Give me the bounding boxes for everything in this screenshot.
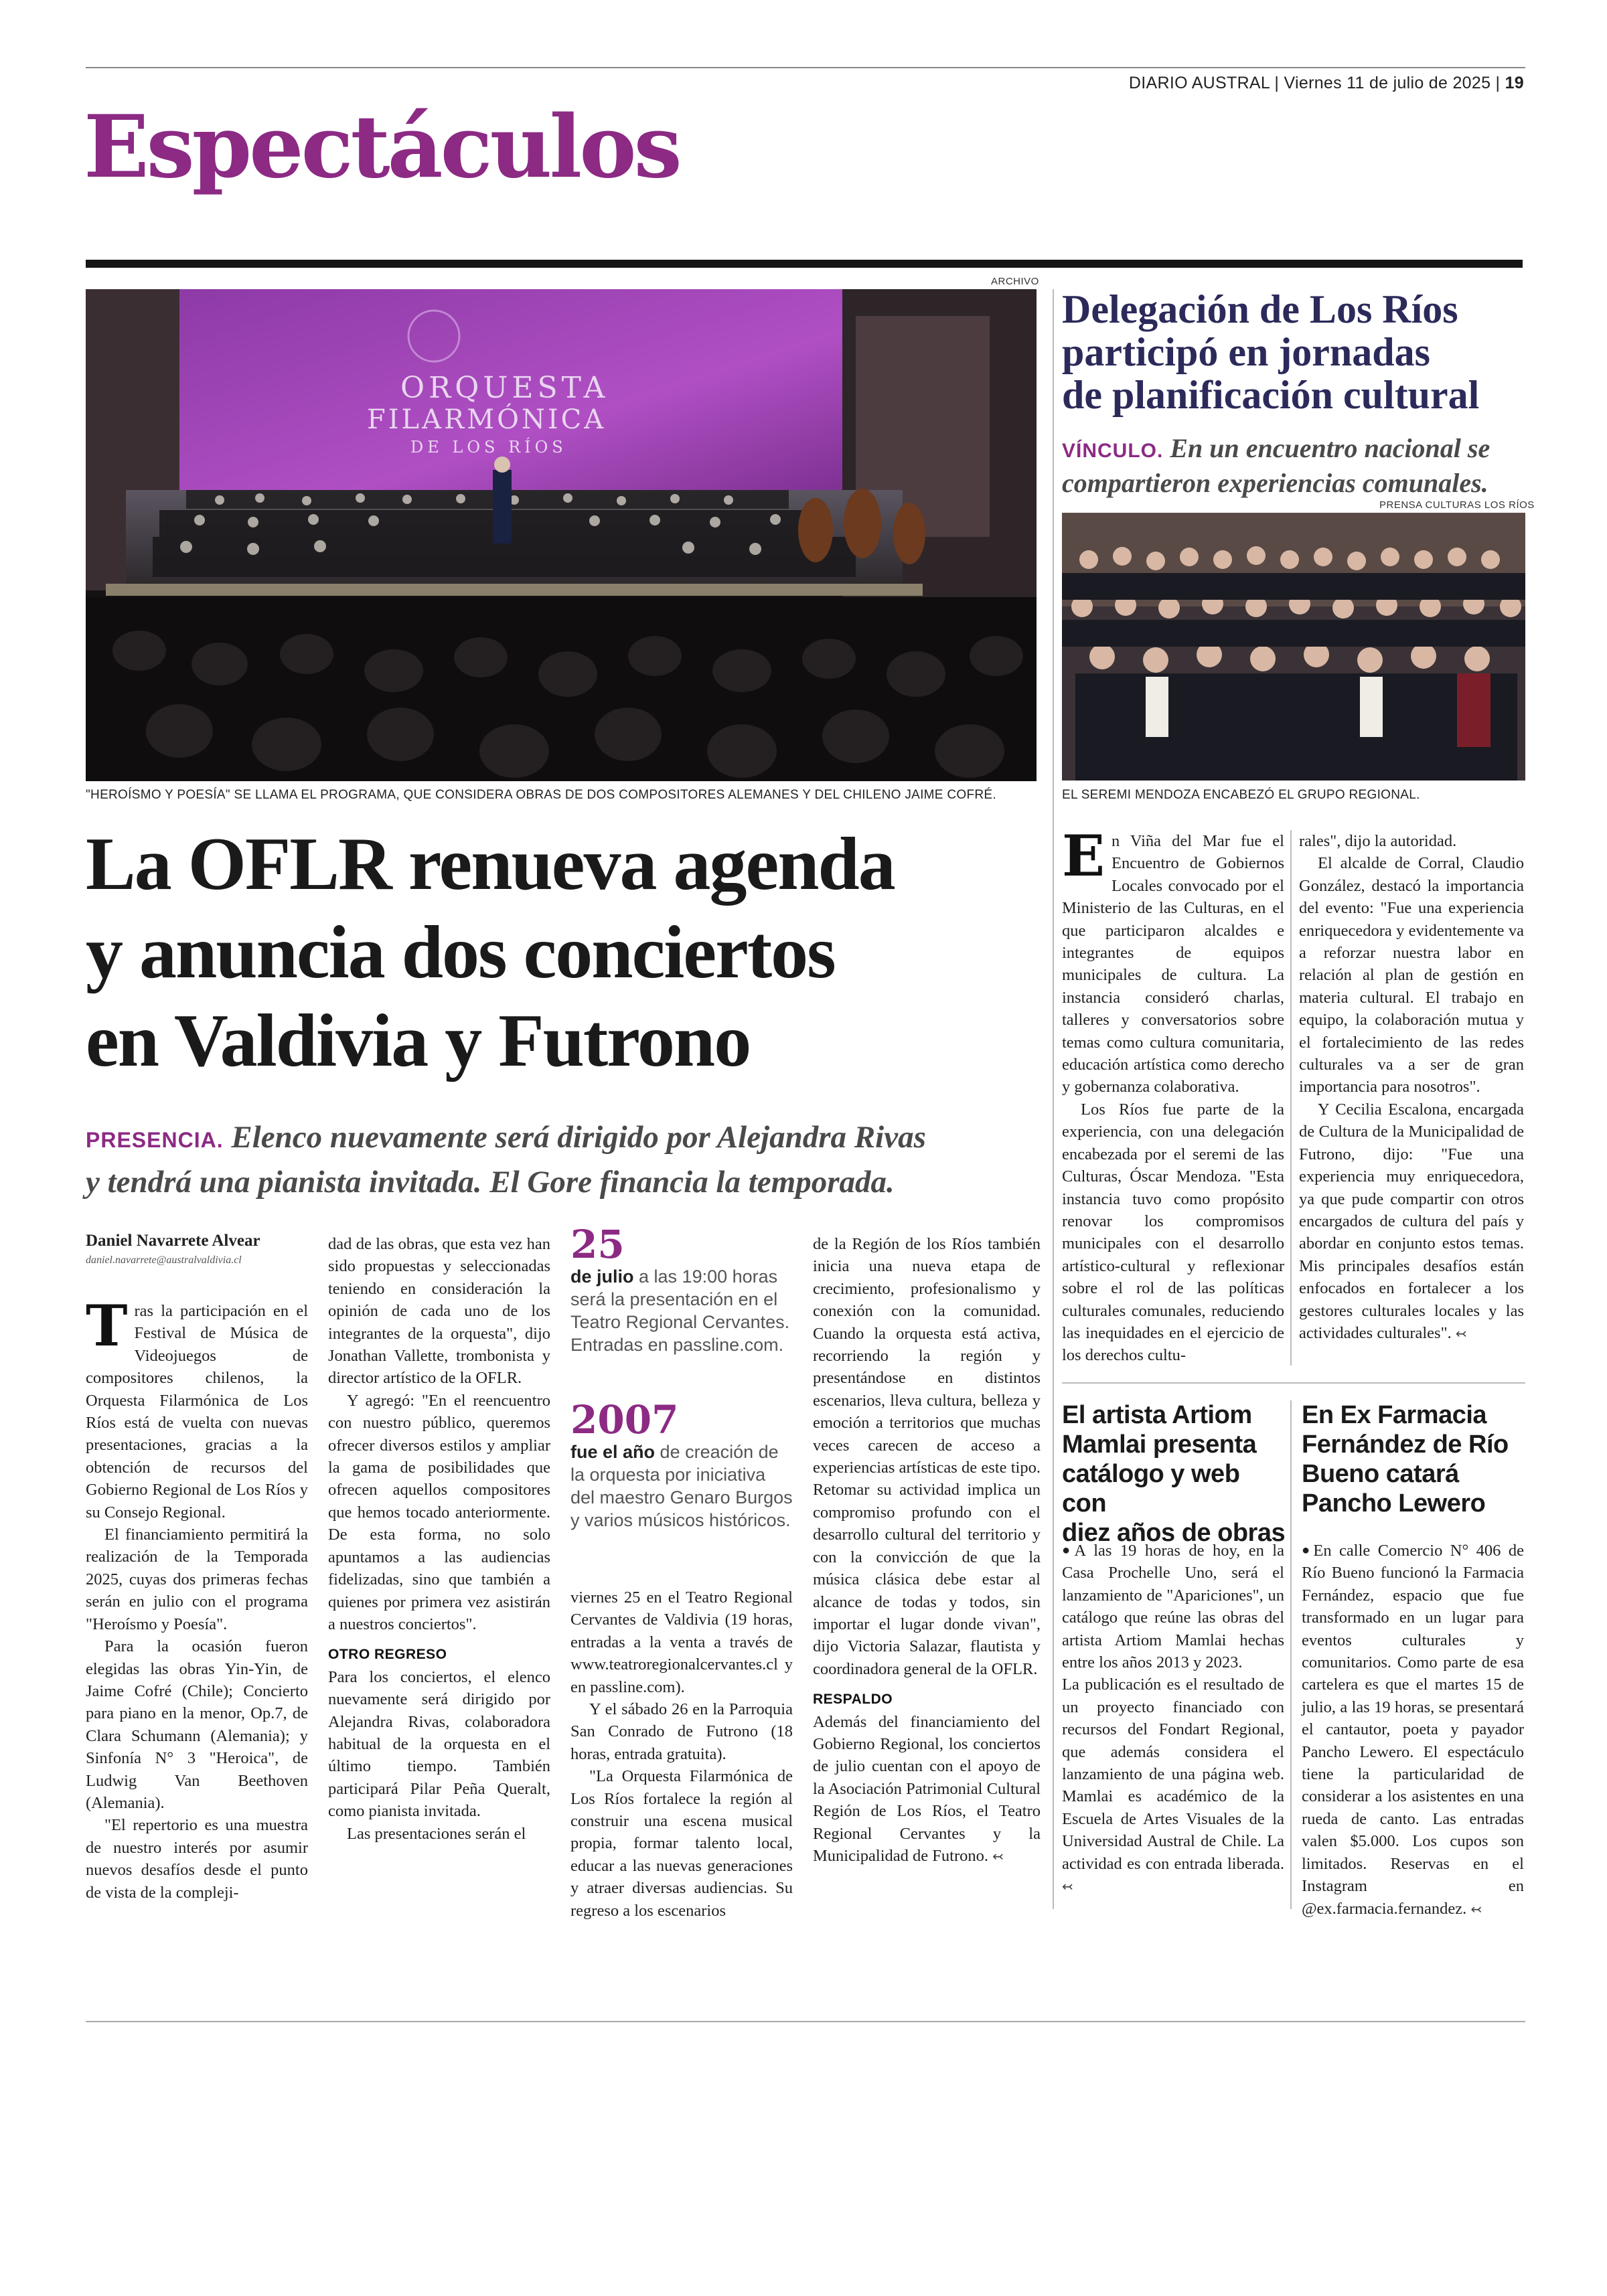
- side-col1-p2: Los Ríos fue parte de la experiencia, con una delegación encabezada por el seremi de las Culturas, Óscar Mendoza. "Esta instancia tuvo como propósito renovar los compromisos municipales con el desarrollo artístico-cultural y reflexionar sobre el rol de las políticas culturales comunales, reduciendo las inequidades en el ejercicio de los derechos cultu-: [1062, 1100, 1284, 1365]
- main-kicker: PRESENCIA.: [86, 1128, 224, 1152]
- end-of-article-icon: ↢: [1470, 1900, 1482, 1917]
- main-col2-p2: Y agregó: "En el reencuentro con nuestro público, queremos ofrecer diversos estilos y ampliar la gama de posibilidades que ofrecen aquellos compositores que hemos tocado anteriormente. De esta forma, no solo apuntamos a las audiencias fidelizadas, sino que también a quienes por primera vez asistirán a nuestros conciertos".: [328, 1391, 550, 1633]
- side-photo-caption: EL SEREMI MENDOZA ENCABEZÓ EL GRUPO REGIONAL.: [1062, 788, 1420, 802]
- brief-1-text: A las 19 horas de hoy, en la Casa Prochelle Uno, será el lanzamiento de "Apariciones", un catálogo que reúne las obras del artista Artiom Mamlai hechas entre los años 2013 y 2023.: [1062, 1542, 1284, 1672]
- brief-1-headline-line-4: diez años de obras: [1062, 1519, 1286, 1547]
- page-number: 19: [1505, 74, 1524, 92]
- side-headline: [1062, 288, 1531, 416]
- main-column-4: [813, 1233, 1041, 1868]
- top-rule: [86, 67, 1525, 68]
- group-photo-image: [1062, 513, 1525, 781]
- main-column-3: [570, 1586, 793, 1922]
- side-col2-p2: El alcalde de Corral, Claudio González, destacó la importancia del evento: "Fue una experiencia enriquecedora y evidentemente va a reforzar nuestra labor en relación al plan de gestión en materia cultural. El trabajo en equipo, la colaboración mutua y el fortalecimiento de las redes culturales va a ser de gran importancia para nosotros".: [1299, 854, 1524, 1096]
- main-col1-p1: ras la participación en el Festival de Música de Videojuegos de compositores chilenos, la Orquesta Filarmónica de Los Ríos está de vuelta con nuevas presentaciones, gracias a la obtención de recursos del Gobierno Regional de Los Ríos y su Consejo Regional.: [86, 1302, 308, 1522]
- brief-1-headline-line-2: Mamlai presenta: [1062, 1430, 1257, 1459]
- banner-text-3: DE LOS RÍOS: [410, 438, 567, 457]
- main-col1-p3: Para la ocasión fueron elegidas las obras Yin-Yin, de Jaime Cofré (Chile); Concierto para piano en la menor, Op.7, de Clara Schumann (Alemania); y Sinfonía N° 3 "Heroica", de Ludwig Van Beethoven (Alemania).: [86, 1637, 308, 1812]
- fact-box-1: [570, 1224, 793, 1356]
- end-of-article-icon: ↢: [1062, 1878, 1073, 1895]
- main-col3-p3: "La Orquesta Filarmónica de Los Ríos fortalece la región al construir una escena musical propia, formar talento local, educar a las nuevas generaciones y atraer diversas audiencias. Su regreso a los escenarios: [570, 1767, 793, 1920]
- bullet-icon: ●: [1062, 1543, 1075, 1558]
- main-headline-line-2: y anuncia dos conciertos: [86, 911, 835, 994]
- main-column-2: [328, 1233, 550, 1845]
- brief-2-text: En calle Comercio N° 406 de Río Bueno funcionó la Farmacia Fernández, espacio que fue transformado en un lugar para eventos culturales y comunitarios. Como parte de esa cartelera es que el martes 15 de julio, a las 19 horas, se presentará el cantautor, poeta y payador Pancho Lewero. El espectáculo tiene la particularidad de considerar a los asistentes en una rueda de canto. Las entradas valen $5.000. Los cupos son limitados. Reservas en el Instagram en @ex.farmacia.fernandez.: [1302, 1542, 1524, 1918]
- main-headline-line-3: en Valdivia y Futrono: [86, 999, 751, 1082]
- brief-2-headline-line-4: Pancho Lewero: [1302, 1489, 1486, 1518]
- main-col2-p1: dad de las obras, que esta vez han sido propuestas y seleccionadas teniendo en consideración la opinión de cada uno de los integrantes de la orquesta", dijo Jonathan Vallette, trombonista y director artístico de la OFLR.: [328, 1235, 550, 1388]
- banner-text-1: ORQUESTA: [400, 371, 609, 405]
- publication-name: DIARIO AUSTRAL: [1128, 74, 1270, 92]
- brief-1-text-2: La publicación es el resultado de un proyecto financiado con recursos del Fondart Regional, que además considera el lanzamiento de una página web. Mamlai es académico de la Escuela de Artes Visuales de la Universidad Austral de Chile. La actividad es con entrada liberada.: [1062, 1675, 1284, 1873]
- side-column-2: [1299, 830, 1524, 1345]
- side-photo-credit: PRENSA CULTURAS LOS RÍOS: [1379, 499, 1535, 511]
- brief-2-headline: [1302, 1400, 1527, 1518]
- main-column-1: [86, 1293, 308, 1904]
- fact-box-2: [570, 1399, 793, 1532]
- main-col1-p4: "El repertorio es una muestra de nuestro interés por asumir nuevos desafíos desde el punto de vista de la compleji-: [86, 1816, 308, 1902]
- main-deck-line-2: y tendrá una pianista invitada. El Gore financia la temporada.: [86, 1165, 895, 1200]
- main-subhead-respaldo: RESPALDO: [813, 1692, 893, 1708]
- section-rule: [86, 260, 1523, 268]
- main-deck: [86, 1117, 1050, 1204]
- main-photo-caption: "HEROÍSMO Y POESÍA" SE LLAMA EL PROGRAMA, QUE CONSIDERA OBRAS DE DOS COMPOSITORES ALEMANES Y DEL CHILENO JAIME COFRÉ.: [86, 788, 996, 802]
- main-dropcap: T: [86, 1293, 128, 1359]
- side-headline-line-2: participó en jornadas: [1062, 330, 1431, 374]
- side-column-1: [1062, 823, 1284, 1367]
- main-col2-p3: Para los conciertos, el elenco nuevamente será dirigido por Alejandra Rivas, colaboradora habitual de la orquesta en el último tiempo. También participará Pilar Peña Queralt, como pianista invitada.: [328, 1667, 550, 1821]
- brief-1-headline: [1062, 1400, 1290, 1548]
- fact-2-bold: fue el año: [570, 1442, 656, 1462]
- briefs-divider: [1062, 1382, 1525, 1384]
- main-col4-p2: Además del financiamiento del Gobierno Regional, los conciertos de julio cuentan con el apoyo de la Asociación Patrimonial Cultural Región de Los Ríos, el Teatro Regional Cervantes y la Municipalidad de Futrono.: [813, 1712, 1041, 1865]
- main-col1-p2: El financiamiento permitirá la realización de la Temporada 2025, cuyas dos primeras fechas serán en julio con el programa "Heroísmo y Poesía".: [86, 1526, 308, 1633]
- end-of-article-icon: ↢: [992, 1848, 1004, 1864]
- fact-number-2007: 2007: [570, 1397, 679, 1443]
- end-of-article-icon: ↢: [1455, 1325, 1467, 1341]
- main-col3-p2: Y el sábado 26 en la Parroquia San Conrado de Futrono (18 horas, entrada gratuita).: [570, 1700, 793, 1763]
- side-dropcap: E: [1062, 823, 1105, 889]
- brief-1-headline-line-1: El artista Artiom: [1062, 1401, 1252, 1429]
- main-subhead-otro-regreso: OTRO REGRESO: [328, 1647, 447, 1663]
- main-photo-credit: ARCHIVO: [991, 276, 1039, 287]
- fact-1-bold: de julio: [570, 1266, 634, 1287]
- orchestra-photo-image: [86, 289, 1037, 781]
- main-headline-line-1: La OFLR renueva agenda: [86, 823, 895, 906]
- main-col4-p1: de la Región de los Ríos también inicia una nueva etapa de crecimiento, profesionalismo y conexión con la comunidad. Cuando la orquesta está activa, recorriendo la región y presentándose en distintos escenarios, lleva cultura, belleza y emoción a territorios que muchas veces carecen de acceso a experiencias artísticas de este tipo. Retomar su actividad implica un compromiso profundo con el desarrollo cultural del territorio y con la convicción de que la música clásica debe estar al alcance de todas y todos, sin importar el lugar donde vivan", dijo Victoria Salazar, flautista y coordinadora general de la OFLR.: [813, 1235, 1041, 1678]
- fact-1-text: a las 19:00 horas será la presentación en el Teatro Regional Cervantes. Entradas en passline.com.: [570, 1266, 790, 1355]
- bullet-icon: ●: [1302, 1543, 1314, 1558]
- fact-number-25: 25: [570, 1222, 625, 1267]
- byline-author: Daniel Navarrete Alvear: [86, 1232, 260, 1250]
- byline-email: daniel.navarrete@australvaldivia.cl: [86, 1254, 242, 1266]
- column-divider: [1053, 289, 1054, 1909]
- brief-2-headline-line-3: Bueno catará: [1302, 1460, 1459, 1488]
- briefs-column-divider: [1290, 1400, 1292, 1909]
- main-photo: [86, 289, 1037, 781]
- side-column-divider: [1290, 830, 1292, 1366]
- brief-2-headline-line-2: Fernández de Río: [1302, 1430, 1509, 1459]
- side-kicker: VÍNCULO.: [1062, 440, 1164, 462]
- byline: [86, 1232, 308, 1266]
- side-col2-p3: Y Cecilia Escalona, encargada de Cultura de la Municipalidad de Futrono, dijo: "Fue una experiencia muy enriquecedora, ya que pude compartir con otros encargados de cultura del país y abordar en conjunto estos temas. Mis principales desafíos están enfocados en fortalecer a los gestores culturales locales y las actividades culturales".: [1299, 1100, 1524, 1342]
- main-headline: [86, 820, 1050, 1085]
- side-col1-p1: n Viña del Mar fue el Encuentro de Gobiernos Locales convocado por el Ministerio de las Culturas, en el que participaron alcaldes e integrantes de equipos municipales de cultura. La instancia consideró charlas, talleres y conversatorios sobre temas como cultura comunitaria, educación artística como derecho y gobernanza colaborativa.: [1062, 832, 1284, 1096]
- brief-1-headline-line-3: catálogo y web con: [1062, 1460, 1240, 1518]
- folio: DIARIO AUSTRAL | Viernes 11 de julio de 2025 | 19: [1128, 74, 1524, 92]
- side-deck: [1062, 432, 1531, 499]
- side-headline-line-1: Delegación de Los Ríos: [1062, 287, 1458, 331]
- side-deck-line-2: compartieron experiencias comunales.: [1062, 468, 1488, 498]
- main-deck-line-1: Elenco nuevamente será dirigido por Alejandra Rivas: [231, 1120, 926, 1155]
- side-photo: [1062, 513, 1525, 781]
- bottom-rule: [86, 2021, 1525, 2022]
- brief-2-body: [1302, 1540, 1524, 1920]
- fact-2-text: de creación de la orquesta por iniciativa del maestro Genaro Burgos y varios músicos históricos.: [570, 1442, 793, 1530]
- main-col3-p1: viernes 25 en el Teatro Regional Cervantes de Valdivia (19 horas, entradas a la venta a través de www.teatroregionalcervantes.cl y en passline.com).: [570, 1588, 793, 1696]
- brief-1-body: [1062, 1540, 1284, 1898]
- section-title: Espectáculos: [84, 97, 680, 197]
- publication-date: Viernes 11 de julio de 2025: [1284, 74, 1491, 92]
- side-col2-p1: rales", dijo la autoridad.: [1299, 832, 1457, 850]
- side-deck-line-1: En un encuentro nacional se: [1170, 433, 1490, 463]
- brief-2-headline-line-1: En Ex Farmacia: [1302, 1401, 1487, 1429]
- banner-text-2: FILARMÓNICA: [367, 404, 607, 435]
- side-headline-line-3: de planificación cultural: [1062, 373, 1480, 417]
- main-col2-p4: Las presentaciones serán el: [347, 1824, 526, 1843]
